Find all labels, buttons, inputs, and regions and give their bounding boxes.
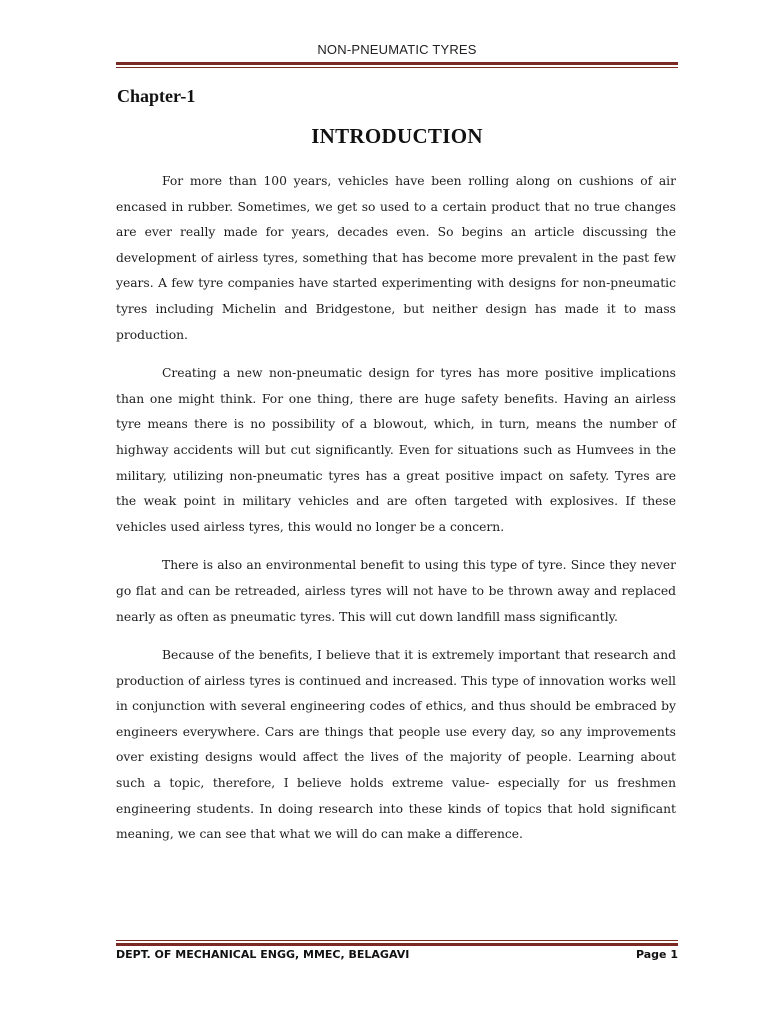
header-rule-thin <box>116 67 678 68</box>
footer-department: DEPT. OF MECHANICAL ENGG, MMEC, BELAGAVI <box>116 948 410 961</box>
footer-page-number: Page 1 <box>635 948 678 961</box>
paragraph-1: For more than 100 years, vehicles have been rolling along on cushions of air encased in rubber. Sometimes, we get so used to a certain product that no true changes are ever really made for years, decades even. So begins an article discussing the development of airless tyres, something that has become more prevalent in the past few years. A few tyre companies have started experimenting with designs for non-pneumatic tyres including Michelin and Bridgestone, but neither design has made it to mass production. <box>116 174 676 342</box>
paragraph-2: Creating a new non-pneumatic design for tyres has more positive implications than one might think. For one thing, there are huge safety benefits. Having an airless tyre means there is no possibility of a blowout, which, in turn, means the number of highway accidents will but cut significantly. Even for situations such as Humvees in the military, utilizing non-pneumatic tyres has a great positive impact on safety. Tyres are the weak point in military vehicles and are often targeted with explosives. If these vehicles used airless tyres, this would no longer be a concern. <box>116 366 676 534</box>
footer-rule-thin <box>116 940 678 941</box>
chapter-label: Chapter-1 <box>117 86 196 106</box>
footer-rule-thick <box>116 943 678 946</box>
paragraph-4: Because of the benefits, I believe that it is extremely important that research and production of airless tyres is continued and increased. This type of innovation works well in conjunction with several engineering codes of ethics, and thus should be embraced by engineers everywhere. Cars are things that people use every day, so any improvements over existing designs would affect the lives of the majority of people. Learning about such a topic, therefore, I believe holds extreme value- especially for us freshmen engineering students. In doing research into these kinds of topics that hold significant meaning, we can see that what we will do can make a difference. <box>116 648 676 842</box>
running-header-title: NON-PNEUMATIC TYRES <box>317 42 477 57</box>
body-text <box>116 169 676 861</box>
paragraph-3: There is also an environmental benefit to using this type of tyre. Since they never go flat and can be retreaded, airless tyres will not have to be thrown away and replaced nearly as often as pneumatic tyres. This will cut down landfill mass significantly. <box>116 558 676 624</box>
section-heading: INTRODUCTION <box>311 124 483 148</box>
header-rule-thick <box>116 62 678 65</box>
